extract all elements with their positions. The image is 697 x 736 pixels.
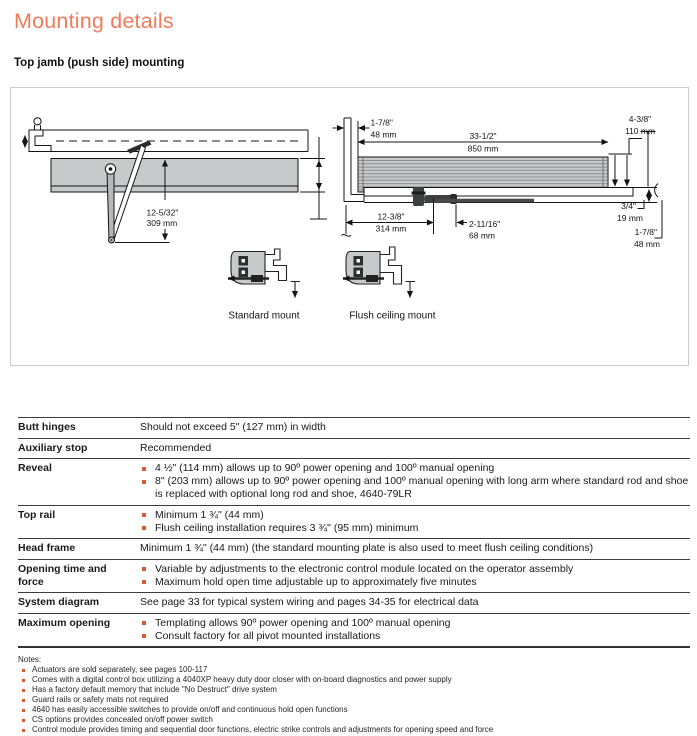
spec-value [140, 563, 690, 589]
spec-row-auxiliary-stop [18, 439, 690, 460]
bullet-text: 8" (203 mm) allows up to 90º power opening and 100º manual opening with long arm where standard rod and shoe is replaced with optional long rod and shoe, 4640-79LR [155, 475, 689, 500]
page-title: Mounting details [14, 9, 174, 33]
dim-arm-center-in: 12-3/8" [377, 211, 405, 222]
bullet-text: Minimum 1 ¾" (44 mm) [155, 508, 264, 521]
note-item [18, 675, 690, 685]
arm-track [434, 199, 534, 203]
note-bullet-icon [22, 699, 25, 702]
dim-offset-left-in: 1-7/8" [370, 117, 393, 128]
dim-plate-thickness-in: 3/4" [621, 201, 636, 211]
spec-value [140, 462, 690, 501]
bullet-text: Variable by adjustments to the electronic control module located on the operator assembly [155, 562, 574, 575]
bullet-square-icon [142, 621, 146, 625]
spec-row-head-frame [18, 539, 690, 560]
bullet-item [140, 475, 690, 501]
bullet-text: 4 ½" (114 mm) allows up to 90º power opening and 100º manual opening [155, 462, 495, 474]
mounting-diagram-figure [10, 87, 689, 366]
bullet-square-icon [142, 480, 146, 484]
spec-label: Butt hinges [18, 421, 76, 433]
bullet-text: Maximum hold open time adjustable up to approximately five minutes [155, 575, 477, 588]
dim-shoe-offset-mm: 68 mm [469, 230, 495, 241]
gearbox [413, 187, 424, 206]
note-bullet-icon [22, 679, 25, 682]
note-bullet-icon [22, 729, 25, 732]
plan-dimension-labels [145, 200, 185, 228]
bullet-square-icon [142, 467, 146, 471]
bullet-item [140, 509, 690, 522]
spec-label: System diagram [18, 596, 100, 608]
bullet-square-icon [142, 513, 146, 517]
note-text: Guard rails or safety mats not required [32, 695, 169, 704]
dim-end-depth-in: 4-3/8" [628, 114, 652, 124]
spec-label: Head frame [18, 542, 76, 554]
note-bullet-icon [22, 709, 25, 712]
standard-mount-caption: Standard mount [228, 310, 300, 322]
note-text: CS options provides concealed on/off power switch [32, 715, 213, 724]
bullet-item [140, 462, 690, 475]
spec-row-opening-time-and-force [18, 560, 690, 594]
dim-arm-center-mm: 314 mm [375, 223, 407, 234]
bullet-item [140, 563, 690, 576]
note-text: Control module provides timing and sequential door functions, electric strike controls and adjustments for opening speed and force [32, 725, 494, 734]
spec-row-system-diagram [18, 593, 690, 614]
spec-label: Maximum opening [18, 616, 111, 629]
flush-ceiling-mount-caption: Flush ceiling mount [349, 310, 436, 322]
spec-value [140, 509, 690, 535]
bullet-text: Consult factory for all pivot mounted installations [155, 629, 381, 642]
spec-label: Auxiliary stop [18, 441, 88, 454]
dim-clearance-mm: 48 mm [634, 239, 660, 249]
spec-value: Should not exceed 5" (127 mm) in width [140, 421, 326, 433]
spec-row-maximum-opening [18, 614, 690, 647]
spec-table [18, 417, 690, 648]
bullet-square-icon [142, 567, 146, 571]
mounting-plate [364, 188, 633, 197]
dim-shoe-offset-in: 2-11/16" [469, 219, 501, 229]
dim-end-depth-mm: 110 mm [624, 126, 656, 136]
note-text: Has a factory default memory that include "No Destruct" drive system [32, 685, 277, 694]
note-item [18, 685, 690, 695]
bullet-text: Flush ceiling installation requires 3 ¾" (95 mm) minimum [155, 521, 419, 534]
dim-clearance-in: 1-7/8" [634, 227, 657, 237]
spec-row-top-rail [18, 506, 690, 540]
dim-length-mm: 850 mm [467, 143, 499, 154]
spec-row-butt-hinges [18, 418, 690, 439]
note-bullet-icon [22, 689, 25, 692]
spec-value [140, 617, 690, 643]
note-item [18, 715, 690, 725]
section-subtitle: Top jamb (push side) mounting [14, 57, 185, 69]
mounting-diagram-svg [11, 88, 689, 365]
note-text: Comes with a digital control box utilizing a 4040XP heavy duty door closer with on-board diagnostics and power supply [32, 675, 452, 684]
spec-value: Recommended [140, 441, 212, 454]
door-leaf [51, 159, 298, 193]
note-item [18, 695, 690, 705]
bullet-square-icon [142, 634, 146, 638]
bullet-item [140, 576, 690, 589]
dim-length-in: 33-1/2" [469, 131, 497, 141]
spec-value: See page 33 for typical system wiring and pages 34-35 for electrical data [140, 596, 479, 608]
dim-plate-thickness-mm: 19 mm [617, 213, 643, 223]
spec-label: Opening time and force [18, 562, 107, 588]
dim-plan-height-mm: 309 mm [146, 218, 178, 228]
dim-offset-left-mm: 48 mm [370, 129, 397, 140]
spec-label: Reveal [18, 462, 52, 474]
spec-label: Top rail [18, 508, 56, 521]
bullet-item [140, 617, 690, 630]
notes-heading: Notes: [18, 655, 42, 664]
flush-ceiling-mount-drawing [343, 247, 415, 298]
note-text: Actuators are sold separately, see pages 100-117 [32, 665, 208, 674]
note-bullet-icon [22, 719, 25, 722]
note-bullet-icon [22, 669, 25, 672]
note-text: 4640 has easily accessible switches to provide on/off and continuous hold open functions [32, 705, 348, 714]
bullet-item [140, 522, 690, 535]
notes-section [18, 655, 690, 735]
note-item [18, 665, 690, 675]
bullet-square-icon [142, 526, 146, 530]
spec-value: Minimum 1 ¾" (44 mm) (the standard mounting plate is also used to meet flush ceiling conditions) [140, 542, 594, 554]
bullet-square-icon [142, 580, 146, 584]
bullet-text: Templating allows 90º power opening and 100º manual opening [155, 616, 451, 629]
hinge-pin-icon [34, 118, 41, 125]
spec-row-reveal [18, 459, 690, 506]
standard-mount-drawing [228, 249, 300, 298]
arm-main [107, 171, 114, 240]
note-item [18, 705, 690, 715]
bullet-item [140, 630, 690, 643]
note-item [18, 725, 690, 735]
dim-plan-height-in: 12-5/32" [146, 207, 179, 218]
